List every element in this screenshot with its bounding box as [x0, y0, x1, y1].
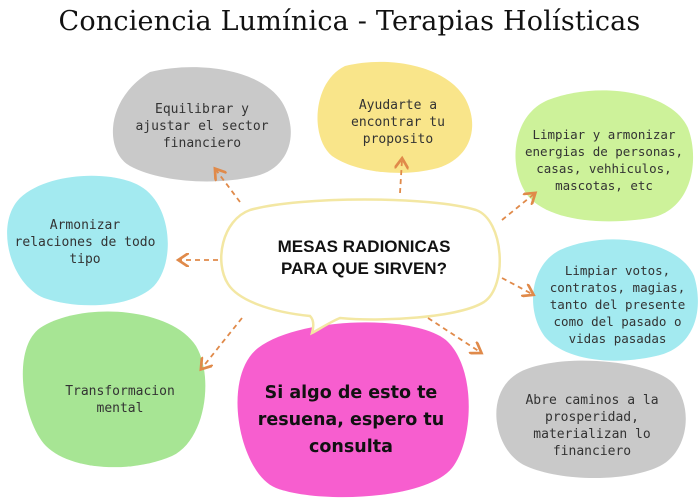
text-line: financiero — [162, 135, 242, 151]
text-line: energias de personas, — [524, 144, 684, 159]
text-proposito — [318, 80, 478, 164]
text-line: mental — [96, 401, 144, 416]
text-line: tipo — [69, 251, 101, 267]
text-line: consulta — [309, 436, 393, 457]
arrow-transformacion — [202, 318, 242, 368]
arrow-votos — [502, 278, 532, 294]
text-line: como del pasado o — [553, 313, 682, 329]
text-limpiar-energias — [512, 112, 696, 208]
text-line: Limpiar votos, — [564, 262, 671, 278]
center-title-line1: MESAS RADIONICAS — [277, 237, 451, 256]
text-line: relaciones de todo — [14, 234, 156, 250]
center-title — [238, 218, 490, 298]
text-line: vidas pasadas — [568, 330, 667, 346]
text-prosperidad — [498, 384, 686, 468]
center-title-line2: PARA QUE SIRVEN? — [281, 259, 447, 278]
text-line: tanto del presente — [549, 296, 686, 312]
text-line: Abre caminos a la — [525, 393, 659, 408]
text-line: Armonizar — [49, 217, 121, 233]
page-title: Conciencia Lumínica - Terapias Holísticas — [58, 6, 641, 37]
text-line: Equilibrar y — [155, 101, 249, 117]
text-financiero — [112, 84, 292, 168]
text-line: proposito — [362, 131, 434, 147]
text-line: mascotas, etc — [555, 178, 653, 193]
text-line: financiero — [552, 444, 632, 459]
text-line: Transformacion — [65, 384, 175, 399]
text-line: Limpiar y armonizar — [532, 127, 676, 142]
text-line: Si algo de esto te — [264, 382, 438, 403]
text-line: encontrar tu — [351, 114, 445, 130]
text-line: prosperidad, — [545, 410, 639, 425]
text-line: resuena, espero tu — [257, 409, 445, 430]
text-line: Ayudarte a — [358, 97, 438, 113]
text-line: casas, vehhiculos, — [536, 161, 672, 176]
text-line: contratos, magias, — [549, 279, 686, 295]
text-consulta — [234, 372, 468, 468]
text-relaciones — [0, 200, 170, 284]
text-transformacion — [40, 360, 200, 440]
text-votos — [536, 256, 699, 352]
text-line: materializan lo — [533, 427, 651, 442]
text-line: ajustar el sector — [135, 118, 269, 134]
